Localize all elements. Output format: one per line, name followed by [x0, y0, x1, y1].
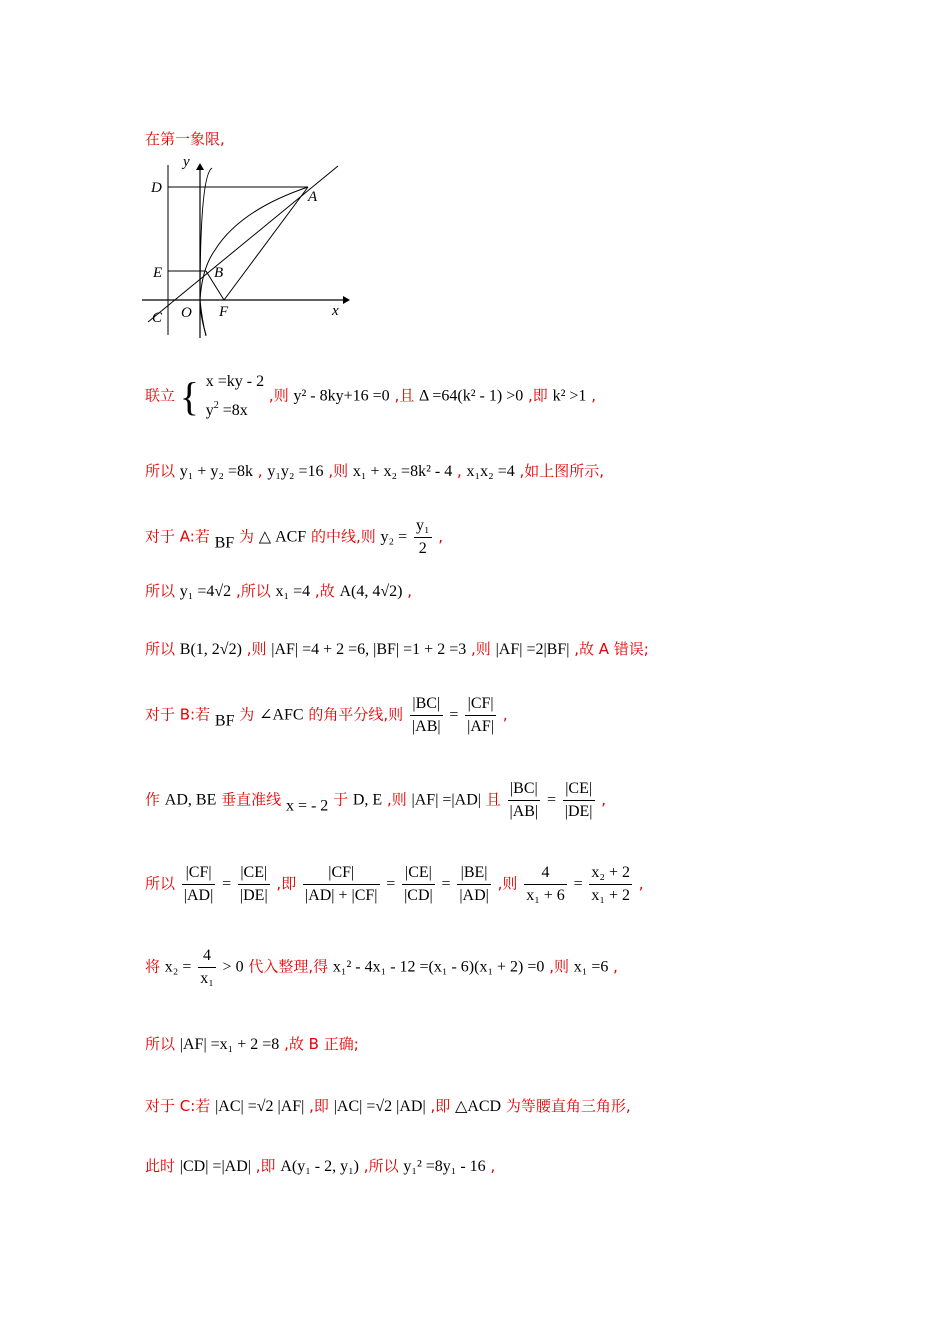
line-c-values: 此时 |CD| =|AD| ,即 A(y₁ - 2, y₁) ,所以 y₁² =8y₁ - 16 , — [145, 1157, 496, 1175]
system-brace: { — [179, 373, 199, 419]
label-o: O — [181, 305, 192, 321]
line-vieta: 所以 y₁ + y₂ =8k , y₁y₂ =16 ,则 x₁ + x₂ =8k² - 4 , x₁x₂ =4 ,如上图所示, — [145, 462, 605, 480]
intro-text: 在第一象限, — [145, 130, 225, 148]
line-option-c: 对于 C:若 |AC| =√2 |AF| ,即 |AC| =√2 |AD| ,即 △ACD 为等腰直角三角形, — [145, 1097, 631, 1115]
line-option-a: 对于 A:若 BF 为 △ ACF 的中线,则 y₂ = $\frac{\text{y₁}}{2}$ , — [145, 515, 443, 560]
fraction: $\frac{|CF|}{|AF|}$ — [467, 695, 495, 735]
label-c: C — [152, 310, 163, 326]
fraction: $\frac{|CE|}{|DE|}$ — [239, 864, 268, 904]
line-substitute: 将 x₂ = $\frac{4}{\text{x₁}}$ > 0 代入整理,得 x₁² - 4x₁ - 12 =(x₁ - 6)(x₁ + 2) =0 ,则 x₁ =6 , — [145, 945, 618, 990]
label-x: x — [332, 303, 339, 319]
label-f: F — [219, 304, 229, 320]
label-b: B — [214, 265, 224, 281]
line-a-values: 所以 y₁ =4√2 ,所以 x₁ =4 ,故 A(4, 4√2) , — [145, 582, 413, 600]
label-y: y — [183, 154, 190, 170]
fraction: $\frac{\text{x₂ + 2}}{\text{x₁ + 2}}$ — [591, 864, 630, 904]
fraction: $\frac{\text{y₁}}{2}$ — [415, 517, 430, 557]
fraction: $\frac{|BE|}{|AD|}$ — [459, 864, 489, 904]
line-ratio-chain: 所以 $\frac{|CF|}{|AD|}$ = $\frac{|CE|}{|DE|}$ ,即 $\frac{|CF|}{|AD| + |CF|}$ = $\frac{|CE|}{|CD|}$ = $\frac{|BE|}{|AD|}$ ,则 $\frac{4}{\text{x₁ + 6}}$ = $\frac{\text{x₂ + 2}}{\text{x₁ + 2}}$ , — [145, 862, 644, 907]
fraction: $\frac{|CE|}{|DE|}$ — [564, 780, 593, 820]
fraction: $\frac{4}{\text{x₁}}$ — [200, 947, 214, 987]
fraction: $\frac{|BC|}{|AB|}$ — [509, 780, 539, 820]
fraction: $\frac{|CF|}{|AD| + |CF|}$ — [304, 864, 378, 904]
equation-system: x =ky - 2 $y^2 =8x$ — [205, 373, 265, 419]
line-directrix: 作 AD, BE 垂直准线 x = - 2 于 D, E ,则 |AF| =|AD| 且 $\frac{|BC|}{|AB|}$ = $\frac{|CE|}{|DE|}$ , — [145, 778, 606, 823]
line-b-conclusion: 所以 |AF| =x₁ + 2 =8 ,故 B 正确; — [145, 1035, 359, 1053]
fraction: $\frac{4}{\text{x₁ + 6}}$ — [526, 864, 565, 904]
line-a-conclusion: 所以 B(1, 2√2) ,则 |AF| =4 + 2 =6, |BF| =1 + 2 =3 ,则 |AF| =2|BF| ,故 A 错误; — [145, 640, 649, 658]
fraction: $\frac{|BC|}{|AB|}$ — [411, 695, 441, 735]
label-a: A — [308, 189, 318, 205]
parabola-figure — [140, 150, 355, 340]
line-option-b: 对于 B:若 BF 为 ∠AFC 的角平分线,则 $\frac{|BC|}{|AB|}$ = $\frac{|CF|}{|AF|}$ , — [145, 693, 508, 738]
fraction: $\frac{|CF|}{|AD|}$ — [183, 864, 214, 904]
line-system: 联立 { x =ky - 2 $y^2 =8x$ ,则 y² - 8ky+16 =0 ,且 Δ =64(k² - 1) >0 ,即 k² >1 , — [145, 370, 596, 423]
label-e: E — [153, 265, 163, 281]
fraction: $\frac{|CE|}{|CD|}$ — [404, 864, 433, 904]
label-d: D — [151, 180, 162, 196]
